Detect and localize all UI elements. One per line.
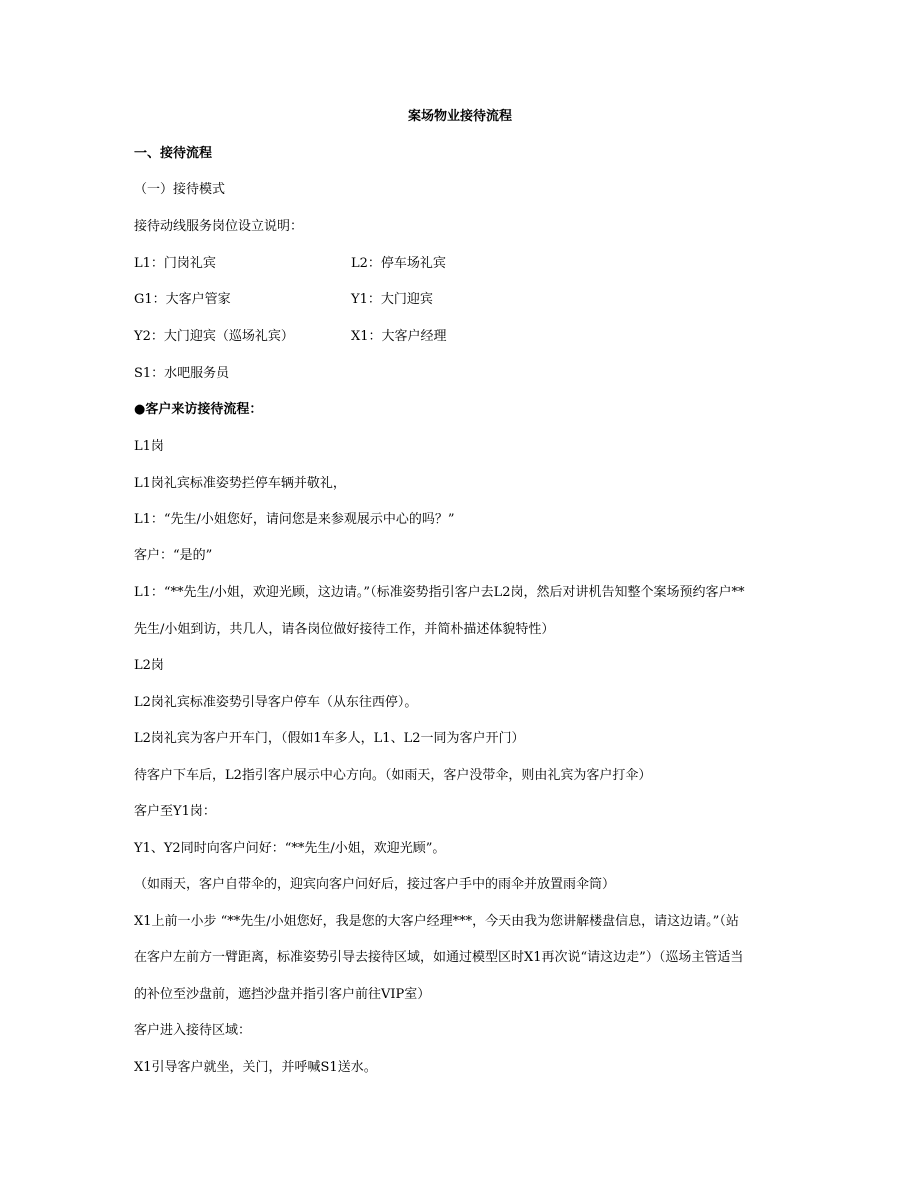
position-g1: G1：大客户管家 — [134, 292, 231, 307]
position-y2: Y2：大门迎宾（巡场礼宾） — [134, 329, 294, 344]
paragraph: 客户至Y1岗： — [134, 804, 216, 819]
positions-intro: 接待动线服务岗位设立说明： — [134, 219, 304, 234]
section-heading: 一、接待流程 — [134, 146, 213, 161]
paragraph: L1：“**先生/小姐，欢迎光顾，这边请。”（标准姿势指引客户去L2岗，然后对讲机告知整个案场预约客户** — [134, 585, 745, 600]
paragraph: 客户进入接待区域： — [134, 1023, 252, 1038]
paragraph: L1：“先生/小姐您好，请问您是来参观展示中心的吗？” — [134, 512, 455, 527]
process-heading: ●客户来访接待流程： — [134, 402, 263, 417]
paragraph: L2岗 — [134, 658, 164, 673]
paragraph: 的补位至沙盘前，遮挡沙盘并指引客户前往VIP室） — [134, 987, 431, 1002]
paragraph: 客户：“是的” — [134, 548, 213, 563]
paragraph: 在客户左前方一臂距离，标准姿势引导去接待区域，如通过模型区时X1再次说“请这边走”）（巡场主管适当 — [134, 950, 744, 965]
paragraph: 待客户下车后，L2指引客户展示中心方向。（如雨天，客户没带伞，则由礼宾为客户打伞） — [134, 768, 652, 783]
paragraph: （如雨天，客户自带伞的，迎宾向客户问好后，接过客户手中的雨伞并放置雨伞筒） — [134, 877, 616, 892]
position-s1: S1：水吧服务员 — [134, 366, 230, 381]
paragraph: L2岗礼宾标准姿势引导客户停车（从东往西停）。 — [134, 695, 418, 710]
position-y1: Y1：大门迎宾 — [351, 292, 433, 307]
position-l1: L1：门岗礼宾 — [134, 256, 216, 271]
paragraph: X1引导客户就坐，关门，并呼喊S1送水。 — [134, 1060, 377, 1075]
paragraph: X1上前一小步 “**先生/小姐您好，我是您的大客户经理***，今天由我为您讲解楼盘信息，请这边请。”（站 — [134, 914, 739, 929]
document-title: 案场物业接待流程 — [407, 109, 512, 124]
paragraph: 先生/小姐到访，共几人，请各岗位做好接待工作，并简朴描述体貌特性） — [134, 622, 555, 637]
position-x1: X1：大客户经理 — [351, 329, 447, 344]
paragraph: L1岗礼宾标准姿势拦停车辆并敬礼， — [134, 476, 346, 491]
subsection-heading: （一）接待模式 — [134, 182, 226, 197]
position-l2: L2：停车场礼宾 — [351, 256, 446, 271]
paragraph: L1岗 — [134, 439, 164, 454]
paragraph: L2岗礼宾为客户开车门，（假如1车多人，L1、L2一同为客户开门） — [134, 731, 525, 746]
paragraph: Y1、Y2同时向客户问好：“**先生/小姐，欢迎光顾”。 — [134, 841, 446, 856]
